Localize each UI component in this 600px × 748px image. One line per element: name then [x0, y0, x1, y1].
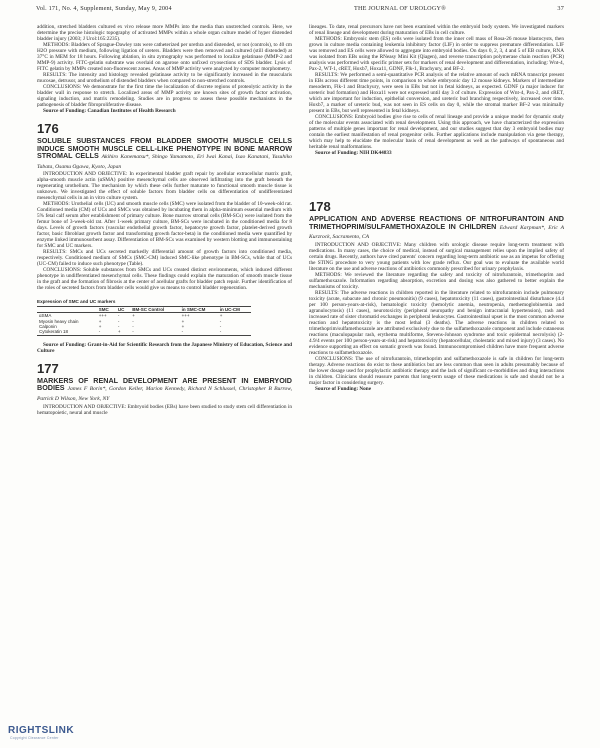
table-cell: - [117, 324, 120, 329]
funding-source: Source of Funding: NIH DK44833 [315, 150, 392, 156]
abstract-number: 177 [37, 360, 59, 376]
table-cell: Calponin [39, 324, 57, 329]
abstract-178 [309, 200, 564, 392]
abstract-paragraph: METHODS: Urothelial cells (UC) and smooth muscle cells (SMC) were isolated from the bladder of 10-week-old rat. Conditioned media (CM) of UCs and SMCs was obtained by incubating them in alpha-minimum essential medium with 5% fetal calf serum after establishment of primary culture. Bone marrow stromal cells (BM-SCs) were isolated from the femur bone of 3-week-old rat. After 1-week primary culture, BM-SCs were incubated in the conditioned media for 8 days. Levels of growth factors (vascular endothelial growth factor, hepatocyte growth factor, platelet-derived growth factor, basic fibroblast growth factor and transforming growth factor-beta) in the conditioned media were quantified by enzyme linked immunosorbent assay. Differentiation of BM-SCs was examined by western blotting and immunostaining for SMC and UC markers. [37, 201, 292, 250]
abstract-title [309, 215, 564, 242]
table-row [37, 329, 251, 335]
table-cell: - [219, 318, 222, 324]
table-cell: - [97, 329, 116, 335]
table-header-cell: BM-SC Control [130, 307, 179, 313]
table-cell: αSMA [39, 313, 52, 319]
issue-info: Vol. 171, No. 4, Supplement, Sunday, May 9, 2004 [36, 5, 172, 12]
abstract-paragraph: INTRODUCTION AND OBJECTIVE: In experimental bladder graft repair by acellular extracellular matrix graft, alpha-smooth muscle actin (αSMA) positive mesenchymal cells are observed infiltrating into the graft beneath the regenerating urothelium. The mechanism by which these cells further maturate to functional smooth muscle tissue is unknown. We investigated the effect of soluble factors from bladder cells on differentiation of undifferentiated mesenchymal cells in an in vitro culture system. [37, 171, 292, 202]
table-cell: +++ [181, 313, 190, 319]
logo-subtext: Copyright Clearance Center [10, 736, 59, 740]
funding-source: Source of Funding: Grant-in-Aid for Scientific Research from the Japanese Ministry of Education, Science and Culture [37, 341, 292, 354]
right-column [309, 24, 564, 392]
table-cell: + [132, 313, 135, 319]
logo-text: RIGHTSLINK [8, 725, 75, 736]
abstract-paragraph: INTRODUCTION AND OBJECTIVE: Embryoid bodies (EBs) have been studied to study stem cell differentiation in hematopoietic, neural and muscle [37, 403, 292, 416]
running-header [36, 5, 564, 17]
continued-paragraph: addition, stretched bladders cultured ex vivo release more MMPs into the media than unstretched controls. Here, we determine the precise histologic topography of activated MMPs within a whole organ culture model of hyper distended bladder injury (2003; J Urol:165:2235). [37, 24, 292, 42]
continued-paragraph: RESULTS: The intensity and histology revealed gelatinase activity to be significantly increased in the muscularis mucosae, detrusor, and urothelium of distended bladders when compared to non-stretched controls. [37, 72, 292, 84]
abstract-title [37, 377, 292, 404]
abstract-title-text: MARKERS OF RENAL DEVELOPMENT ARE PRESENT IN EMBRYOID BODIES [37, 375, 292, 393]
table-cell: Myosin heavy chain [39, 318, 79, 324]
table-cell: + [181, 318, 185, 324]
table-cell: - [132, 318, 134, 324]
abstract-authors: James F Borin*, Gordon Keller, Marion Kennedy, Richard N Schlussel, Christopher B Burrow, Patrick D Wilson, New York, NY [37, 386, 292, 402]
table-header-cell: UC [116, 307, 130, 313]
abstract-title [37, 137, 292, 171]
abstract-paragraph: INTRODUCTION AND OBJECTIVE: Many children with urologic disease require long-term treatment with medications. In many cases, the choice of medical, instead of surgical management relies upon the implied safety of certain drugs. Recently, authors have cited parents' concern regarding long-term antibiotic use as an impetus for offering the STING procedure to very young patients with low grade reflux. Our goal was to evaluate the available world literature on the use and adverse reactions of antibiotics commonly prescribed for urinary prophylaxis. [309, 241, 564, 272]
abstract-paragraph: RESULTS: SMCs and UCs secreted markedly differential amount of growth factors into conditioned media, respectively. Conditioned medium of SMCs (SMC-CM) induced SMC-like phenotype in BM-SCs, while that of UCs (UC-CM) failed to induce such phenotype (Table). [37, 249, 292, 268]
table-cell: - [219, 324, 222, 329]
table-caption: Expression of SMC and UC markers [37, 299, 251, 306]
abstract-177 [37, 362, 292, 416]
table-cell: - [218, 329, 251, 335]
continued-paragraph: CONCLUSIONS: Embryoid bodies give rise to cells of renal lineage and provide a unique model for dynamic study of the molecular events associated with renal development. Using this approach, we have characterized the expression patterns of multiple genes important for renal development, and our studies suggest that day 3 embryoid bodies may contain the earliest manifestation of renal progenitor cells. Further applications include manipulation via gene therapy, which may help to elucidate the molecular basis of renal development as well as the pathways of spontaneous and heritable renal malformations. [309, 114, 564, 150]
marker-expression-table [37, 299, 251, 335]
abstract-176 [37, 122, 292, 354]
continued-paragraph: METHODS: Embryonic stem (ES) cells were isolated from the inner cell mass of Rosa-26 mouse blastocysts, then grown in culture media containing leukemia inhibitory factor (LIF) in order to suppress premature differentiation. LIF was removed and ES cells were allowed to aggregate into embryoid bodies. On days 0, 2, 3, 4 and 5 of EB culture, RNA was isolated from EBs using the RNeasy Mini Kit (Qiagen), and reverse transcription polymerase chain reaction (PCR) analysis was performed with specific primer sets for markers of renal development and differentiation, including: Wnt-4, Pax-2, WT-1, cRET, Hoxb7, Hoxa11, GDNF, Flk-1, Brachyury, and BF-2. [309, 36, 564, 72]
table-header-cell: SMC [97, 307, 116, 313]
abstract-paragraph: METHODS: We reviewed the literature regarding the safety and toxicity of nitrofurantoin, trimethoprim and sulfamethoxazole. Information regarding absorption, excretion and dosing was also gathered to better explain the mechanisms of toxicity. [309, 271, 564, 290]
abstract-title-text: APPLICATION AND ADVERSE REACTIONS OF NITROFURANTOIN AND TRIMETHOPRIM/SULFAMETHOXAZOLE IN CHILDREN [309, 214, 564, 231]
table-cell: - [130, 329, 179, 335]
abstract-paragraph: CONCLUSIONS: Soluble substances from SMCs and UCs created distinct environments, which induced different phenotype in undifferentiated mesenchymal cells. These findings could explain the maturation of smooth muscle tissue in the graft and the formation of fibrosis at the center of acellular grafts for bladder patch repair. Further identification of the roles of secreted factors from bladder cells would give us means to control bladder regeneration. [37, 267, 292, 292]
funding-source: Source of Funding: Canadian Institutes of Health Research [43, 108, 176, 114]
page-number: 37 [557, 5, 564, 12]
table-cell: - [132, 324, 134, 329]
table-cell: + [98, 324, 102, 329]
abstract-authors: Edward Karpman*, Eric A Kurzrock, Sacramento, CA [309, 224, 564, 241]
table-cell: - [117, 318, 120, 324]
table-header-cell: in UC-CM [218, 307, 251, 313]
continued-paragraph: RESULTS: We performed a semi-quantitative PCR analysis of the relative amount of each mRNA transcript present in EBs across different time points, in comparison to whole embryonic day 12 mouse kidneys. Markers of intermediate mesoderm, Flk-1 and Brachyury, were seen in EBs but not in fetal kidneys, as expected. GDNF (a major inducer for ureteric bud formation) and Hoxa11 were not expressed until day 3 of culture. Expression of Wnt-4, Pax-2, and cRET, which are important for induction, epithelial conversion, and ureteric bud branching respectively, increased over time. Hoxb7, a marker of ureteric bud, was not seen in ES cells on day 0, while the stromal marker BF-2 was minimally present in EBs, but well represented in fetal kidneys. [309, 72, 564, 114]
table-cell: + [219, 313, 223, 319]
continued-paragraph: lineages. To date, renal precursors have not been examined within the embryoid body system. We investigated markers of renal lineage and development during maturation of EBs in cell culture. [309, 24, 564, 36]
table-cell: + [98, 318, 102, 324]
table-cell: + [116, 329, 130, 335]
journal-name: THE JOURNAL OF UROLOGY® [354, 5, 447, 12]
table-cell: - [117, 313, 120, 319]
left-column [37, 24, 292, 416]
abstract-authors: Akihiro Kanematsu*, Shingo Yamamoto, Eri Iwai Kanai, Isao Kanatani, Yasuhiko Tabata, Osamu Ogawa, Kyoto, Japan [37, 154, 292, 170]
abstract-title-text: SOLUBLE SUBSTANCES FROM BLADDER SMOOTH MUSCLE CELLS INDUCE SMOOTH MUSCLE CELL-LIKE PHENOTYPE IN BONE MARROW STROMAL CELLS [37, 136, 292, 161]
abstract-number: 178 [309, 199, 331, 214]
table-cell: +++ [98, 313, 107, 319]
table-cell: + [181, 324, 185, 329]
rightslink-logo [8, 725, 75, 740]
continued-paragraph: METHODS: Bladders of Sprague-Dawley rats were catheterized per urethra and distended, or not (controls), to 40 cm H2O pressure with medium, following ligation of ureters. Bladders were then removed and cultured (still distended) at 37°C in MEM for 18 hours. Following ablation, in situ zymography was performed to localize gelatinase (MMP-2 and MMP-9) activity. FITC-gelatin substrate was overlaid on agarose onto unfixed cryosections of SDS bladder. Lysis of FITC gelatin by MMPs created non-fluorescent zones. Areas of MMP activity were analyzed by computer morphometry. [37, 42, 292, 72]
continued-paragraph: CONCLUSIONS: We demonstrate for the first time the localization of discrete regions of proteolytic activity in the bladder wall in response to stretch. Localized areas of MMP activity are known sites of growth factor activation, signaling induction, and matrix remodeling. Studies are in progress to assess these possible mechanisms in the pathogenesis of bladder fibroproliferative disease. [37, 84, 292, 108]
funding-source: Source of Funding: None [315, 385, 372, 392]
table-cell: - [180, 329, 218, 335]
table-header-cell: in SMC-CM [180, 307, 218, 313]
abstract-paragraph: CONCLUSIONS: The use of nitrofurantoin, trimethoprim and sulfamethoxazole is safe in children for long-term therapy. Adverse reactions do exist to these antibiotics but are less common than seen in adults presumably because of the lower dosage used for prophylactic antibiotic therapy and the lack of significant co-morbidities and drug interactions in children. Clinicians should reassure parents that long-term usage of these medications is safe and should not be a major factor in considering surgery. [309, 355, 564, 386]
abstract-number: 176 [37, 121, 59, 136]
abstract-paragraph: RESULTS: The adverse reactions in children reported in the literature related to nitrofurantoin include pulmonary toxicity (acute, subacute and chronic pneumonitis) (9 cases), hepatotoxicity (11 cases), gastrointestinal disturbance (4.4 per 100 person-years-at-risk), hematologic toxicity (hemolytic anemia, neutropenia, methemoglobinemia and agranulocytosis) (11 cases), neurotoxicity (peripheral neuropathy and benign intracranial hypertension), rash and increased rate of sister chromatid exchanges in peripheral leukocytes. Gastrointestinal upset is the most common adverse reaction and hepatotoxicity is the most lethal (3 deaths). The adverse reactions in children related to trimethoprim/sulfamethoxazole are attributed exclusively due to the sulfamethoxazole component and include cutaneous reactions (maculopapular rash, erythema multiforme, Stevens-Johnson syndrome and toxic epidermal necrolysis) (2-4.9/4 events per 100 person-years-at-risk) and hepatotoxicity (hepatocellular, cholestatic and mixed injury) (3 cases). No evidence supporting an effect on somatic growth was found. Immunocompromised children have more frequent adverse reactions to sulfamethoxazole. [309, 289, 564, 356]
table-cell: Cytokeratin 18 [37, 329, 97, 335]
